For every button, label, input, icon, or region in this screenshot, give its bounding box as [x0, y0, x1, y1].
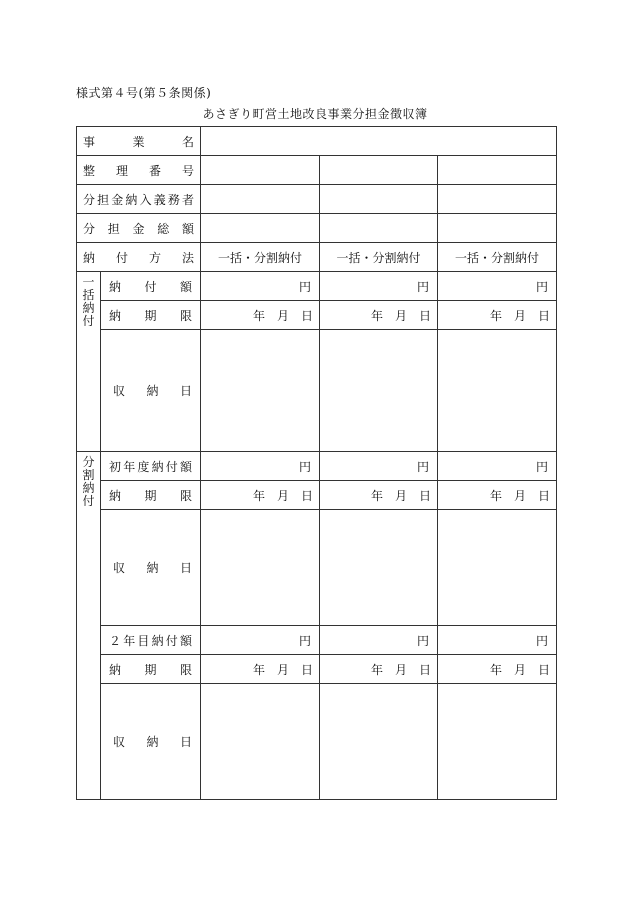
label-payer: 分担金納入義務者: [77, 185, 201, 214]
field-payer[interactable]: [320, 185, 438, 214]
field-receipt-date[interactable]: [438, 330, 557, 452]
label-receipt-date: 収納日: [101, 684, 201, 800]
field-amount-yen[interactable]: 円: [438, 626, 557, 655]
field-receipt-date[interactable]: [320, 684, 438, 800]
field-reference-number[interactable]: [201, 156, 320, 185]
collection-ledger-table: [76, 126, 557, 800]
row-lump-sum-due: [77, 301, 557, 330]
field-total-amount[interactable]: [201, 214, 320, 243]
field-receipt-date[interactable]: [201, 684, 320, 800]
field-amount-yen[interactable]: 円: [438, 272, 557, 301]
form-number: 様式第４号(第５条関係): [76, 86, 212, 100]
field-due-date[interactable]: 年 月 日: [201, 301, 320, 330]
section-lump-sum: 一 括 納 付: [77, 272, 101, 452]
field-reference-number[interactable]: [320, 156, 438, 185]
row-reference-number: [77, 156, 557, 185]
label-receipt-date: 収納日: [101, 510, 201, 626]
row-payer: [77, 185, 557, 214]
field-amount-yen[interactable]: 円: [201, 626, 320, 655]
field-receipt-date[interactable]: [438, 684, 557, 800]
field-receipt-date[interactable]: [201, 510, 320, 626]
document-title: あさぎり町営土地改良事業分担金徴収簿: [202, 107, 428, 121]
row-second-year-receipt: [77, 684, 557, 800]
label-due-date: 納期限: [101, 301, 201, 330]
row-second-year-amount: [77, 626, 557, 655]
section-installment: 分 割 納 付: [77, 452, 101, 800]
row-first-year-receipt: [77, 510, 557, 626]
label-first-year-amount: 初年度納付額: [101, 452, 201, 481]
label-due-date: 納期限: [101, 481, 201, 510]
field-due-date[interactable]: 年 月 日: [201, 481, 320, 510]
field-amount-yen[interactable]: 円: [320, 626, 438, 655]
row-lump-sum-receipt: [77, 330, 557, 452]
label-project-name: 事業名: [77, 127, 201, 156]
field-receipt-date[interactable]: [320, 510, 438, 626]
field-reference-number[interactable]: [438, 156, 557, 185]
field-project-name[interactable]: [201, 127, 557, 156]
field-amount-yen[interactable]: 円: [201, 272, 320, 301]
field-total-amount[interactable]: [438, 214, 557, 243]
field-payer[interactable]: [438, 185, 557, 214]
row-first-year-due: [77, 481, 557, 510]
payment-method-option[interactable]: 一括・分割納付: [320, 243, 438, 272]
field-amount-yen[interactable]: 円: [201, 452, 320, 481]
row-payment-method: [77, 243, 557, 272]
row-first-year-amount: [77, 452, 557, 481]
payment-method-option[interactable]: 一括・分割納付: [201, 243, 320, 272]
field-receipt-date[interactable]: [320, 330, 438, 452]
label-total-amount: 分担金総額: [77, 214, 201, 243]
field-due-date[interactable]: 年 月 日: [438, 655, 557, 684]
label-reference-number: 整理番号: [77, 156, 201, 185]
field-amount-yen[interactable]: 円: [320, 272, 438, 301]
field-due-date[interactable]: 年 月 日: [438, 481, 557, 510]
row-second-year-due: [77, 655, 557, 684]
field-due-date[interactable]: 年 月 日: [320, 655, 438, 684]
field-due-date[interactable]: 年 月 日: [201, 655, 320, 684]
field-total-amount[interactable]: [320, 214, 438, 243]
label-second-year-amount: ２年目納付額: [101, 626, 201, 655]
label-due-date: 納期限: [101, 655, 201, 684]
field-due-date[interactable]: 年 月 日: [438, 301, 557, 330]
row-lump-sum-amount: [77, 272, 557, 301]
field-receipt-date[interactable]: [438, 510, 557, 626]
field-due-date[interactable]: 年 月 日: [320, 481, 438, 510]
field-payer[interactable]: [201, 185, 320, 214]
field-receipt-date[interactable]: [201, 330, 320, 452]
row-project-name: [77, 127, 557, 156]
payment-method-option[interactable]: 一括・分割納付: [438, 243, 557, 272]
field-amount-yen[interactable]: 円: [438, 452, 557, 481]
row-total-amount: [77, 214, 557, 243]
field-due-date[interactable]: 年 月 日: [320, 301, 438, 330]
label-receipt-date: 収納日: [101, 330, 201, 452]
label-payment-amount: 納付額: [101, 272, 201, 301]
field-amount-yen[interactable]: 円: [320, 452, 438, 481]
label-payment-method: 納付方法: [77, 243, 201, 272]
